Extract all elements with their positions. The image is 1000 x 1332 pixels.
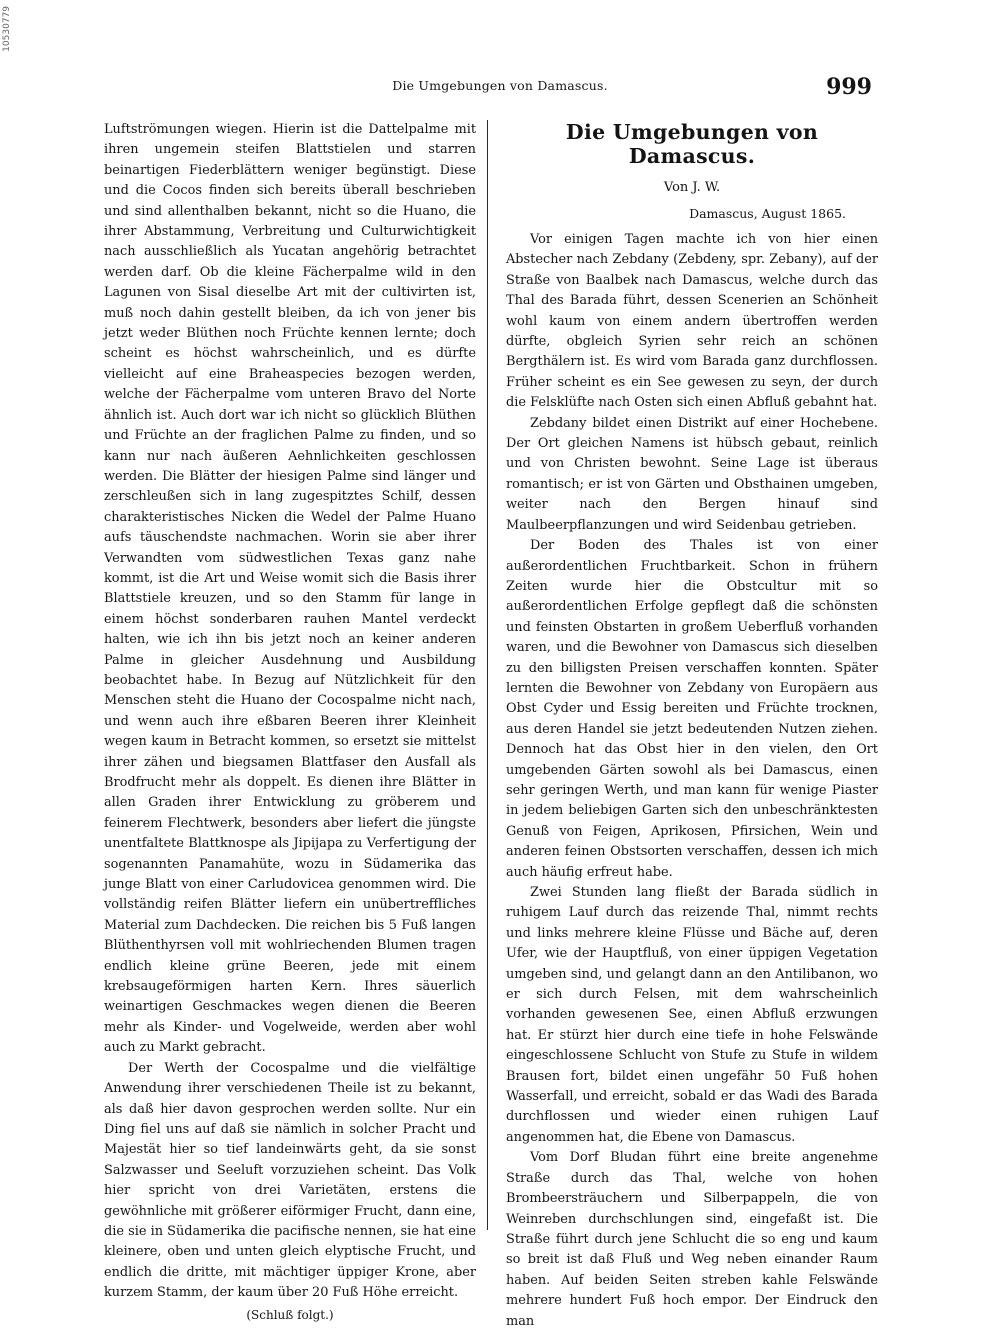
dateline: Damascus, August 1865.: [689, 206, 846, 221]
right-paragraph-5: Vom Dorf Bludan führt eine breite angenehme Straße durch das Thal, welche von hohen Brombeersträuchern und Silberpappeln, die von Weinreben durchschlungen sind, eingefaßt ist. Die Straße führt durch jene Schlucht die so eng und kaum so breit ist daß Fluß und Weg neben einander Raum haben. Auf beiden Seiten streben kahle Felswände mehrere hundert Fuß hoch empor. Der Eindruck den man: [506, 1150, 878, 1329]
article-title: Die Umgebungen von Damascus.: [565, 120, 819, 168]
left-column: [104, 120, 476, 1325]
running-head: Die Umgebungen von Damascus.: [392, 78, 608, 93]
left-paragraph-2: Der Werth der Cocospalme und die vielfältige Anwendung ihrer verschiedenen Theile ist zu bekannt, als daß hier davon gesprochen werden sollte. Nur ein Ding fiel uns auf daß sie nämlich in solcher Pracht und Majestät hier so tief landeinwärts geht, da sie sonst Salzwasser und Seeluft vorzuziehen scheint. Das Volk hier spricht von drei Varietäten, erstens die gewöhnliche mit größerer eiförmiger Frucht, dann eine, die sie in Südamerika die pacifische nennen, sie hat eine kleinere, oben und unten gleich elyptische Frucht, und endlich die dritte, mit mächtiger üppiger Krone, aber kurzem Stamm, der kaum über 20 Fuß Höhe erreicht.: [104, 1060, 476, 1301]
right-column: [506, 120, 878, 1332]
left-paragraph-1: Luftströmungen wiegen. Hierin ist die Dattelpalme mit ihren ungemein steifen Blattstielen und starren beinartigen Fiederblättern weniger begünstigt. Diese und die Cocos finden sich bereits überall beschrieben und sind allenthalben bekannt, nicht so die Huano, die ihrer Abstammung, Verbreitung und Culturwichtigkeit nach ausschließlich als Yucatan angehörig betrachtet werden darf. Ob die kleine Fächerpalme wild in den Lagunen von Sisal dieselbe Art mit der cultivirten ist, muß noch dahin gestellt bleiben, da ich von jener bis jetzt weder Blüthen noch Früchte kennen lernte; doch scheint es höchst wahrscheinlich, und es dürfte vielleicht auf eine Braheaspecies bezogen werden, welche der Fächerpalme vom unteren Bravo del Norte ähnlich ist. Auch dort war ich nicht so glücklich Blüthen und Früchte an der fraglichen Palme zu finden, und so kann nur nach äußeren Aehnlichkeiten geschlossen werden. Die Blätter der hiesigen Palme sind länger und zerschleußen sich in lang zugespitztes Schilf, dessen charakteristisches Nicken die Wedel der Palme Huano aufs täuschendste nachmachen. Worin sie aber ihrer Verwandten vom südwestlichen Texas ganz nahe kommt, ist die Art und Weise womit sich die Basis ihrer Blattstiele kreuzen, und so den Stamm für lange in einem höchst sonderbaren rauhen Mantel verdeckt halten, wie ich ihn bis jetzt noch an keiner anderen Palme in gleicher Ausdehnung und Ausbildung beobachtet habe. In Bezug auf Nützlichkeit für den Menschen steht die Huano der Cocospalme nicht nach, und wenn auch ihre eßbaren Beeren ihrer Kleinheit wegen kaum in Betracht kommen, so ersetzt sie mittelst ihrer zähen und biegsamen Blattfaser den Ausfall als Brodfrucht mehr als doppelt. Es dienen ihre Blätter in allen Graden ihrer Entwicklung zu gröberem und feinerem Flechtwerk, besonders aber liefert die jüngste unentfaltete Blattknospe als Jipijapa zu Verfertigung der sogenannten Panamahüte, wozu in Südamerika das junge Blatt von einer Carludovicea genommen wird. Die vollständig reifen Blätter liefern ein unübertreffliches Material zum Dachdecken. Die reichen bis 5 Fuß langen Blüthenthyrsen voll mit wohlriechenden Blumen tragen endlich kleine grüne Beeren, jede mit einem krebsaugeförmigen harten Kern. Ihres säuerlich weinartigen Geschmackes wegen dienen die Beeren mehr als Kinder- und Vogelweide, werden aber wohl auch zu Markt gebracht.: [104, 122, 476, 1056]
right-paragraph-4: Zwei Stunden lang fließt der Barada südlich in ruhigem Lauf durch das reizende Thal, nimmt rechts und links mehrere kleine Flüsse und Bäche auf, deren Ufer, wie der Hauptfluß, von einer üppigen Vegetation umgeben sind, und gelangt dann an den Antilibanon, wo er sich durch Felsen, mit dem wahrscheinlich vorhanden gewesenen See, einen Abfluß erzwungen hat. Er stürzt hier durch eine tiefe in hohe Felswände eingeschlossene Schlucht von Stufe zu Stufe in wildem Brausen fort, bildet einen ungefähr 50 Fuß hohen Wasserfall, und erreicht, sobald er das Wadi des Barada durchflossen und wieder einen ruhigen Lauf angenommen hat, die Ebene von Damascus.: [506, 885, 878, 1145]
continued-note: (Schluß folgt.): [246, 1307, 334, 1322]
right-paragraph-3: Der Boden des Thales ist von einer außerordentlichen Fruchtbarkeit. Schon in frühern Zeiten wurde hier die Obstcultur mit so außerordentlichen Erfolge gepflegt daß die schönsten und feinsten Obstarten in großem Ueberfluß vorhanden waren, und die Bewohner von Damascus sich dieselben zu den billigsten Preisen verschaffen konnten. Später lernten die Bewohner von Zebdany von Europäern aus Obst Cyder und Essig bereiten und Früchte trocknen, aus deren Handel sie jetzt bedeutenden Nutzen ziehen. Dennoch hat das Obst hier in den vielen, den Ort umgebenden Gärten sowohl als bei Damascus, einen sehr geringen Werth, und man kann für wenige Piaster in jedem beliebigen Garten sich den unbeschränktesten Genuß von Feigen, Aprikosen, Pfirsichen, Wein und anderen feinen Obstsorten verschaffen, dessen ich mich auch häufig erfreut habe.: [506, 538, 878, 880]
byline: Von J. W.: [663, 180, 721, 195]
right-paragraph-1: Vor einigen Tagen machte ich von hier einen Abstecher nach Zebdany (Zebdeny, spr. Zebany), auf der Straße von Baalbek nach Damascus, welche durch das Thal des Barada führt, dessen Scenerien an Schönheit wohl kaum von einem andern übertroffen werden dürfte, obgleich Syrien sehr reich an schönen Bergthälern ist. Es wird vom Barada ganz durchflossen. Früher scheint es ein See gewesen zu seyn, der durch die Felsklüfte nach Osten sich einen Abfluß gebahnt hat.: [506, 232, 878, 411]
scan-id: 10530779: [2, 6, 12, 52]
right-paragraph-2: Zebdany bildet einen Distrikt auf einer Hochebene. Der Ort gleichen Namens ist hübsch gebaut, reinlich und von Christen bewohnt. Seine Lage ist überaus romantisch; er ist von Gärten und Obsthainen umgeben, weiter nach den Bergen hinauf sind Maulbeerpflanzungen und wird Seidenbau getrieben.: [506, 415, 878, 533]
page-number: 999: [826, 74, 872, 100]
column-divider: [487, 120, 488, 1230]
